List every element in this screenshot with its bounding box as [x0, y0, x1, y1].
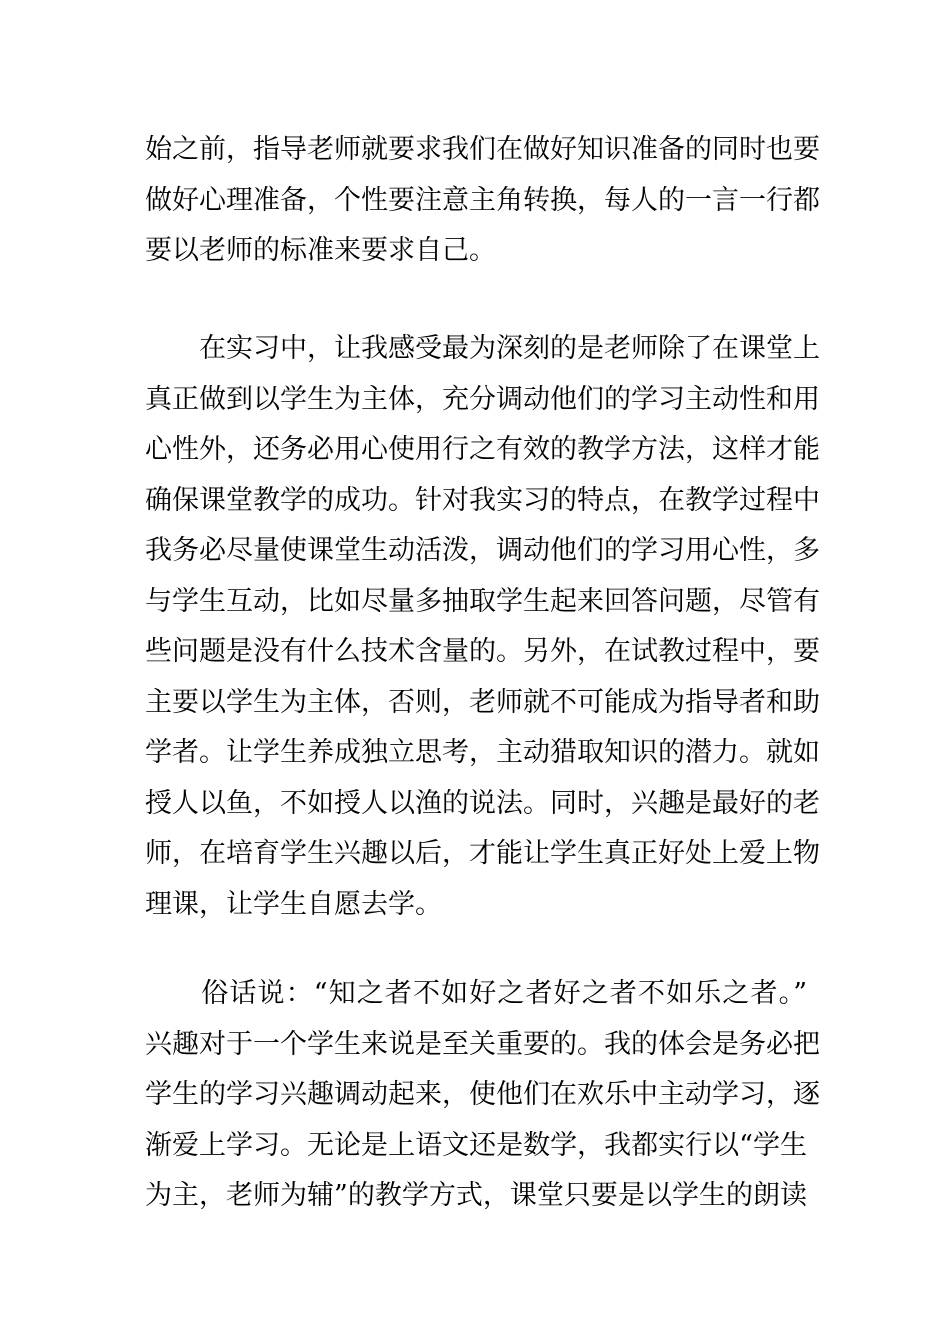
text-line: 心性外，还务必用心使用行之有效的教学方法，这样才能	[145, 434, 820, 465]
text-line: 与学生互动，比如尽量多抽取学生起来回答问题，尽管有	[145, 585, 820, 617]
text-line: 主要以学生为主体，否则，老师就不可能成为指导者和助	[145, 686, 820, 718]
paragraph-3	[145, 969, 820, 1222]
text-line: 渐爱上学习。无论是上语文还是数学，我都实行以“学生	[145, 1129, 807, 1161]
text-line: 真正做到以学生为主体，充分调动他们的学习主动性和用	[145, 383, 820, 415]
text-line: 理课，让学生自愿去学。	[145, 888, 442, 920]
paragraph-2	[145, 324, 820, 930]
text-line: 学生的学习兴趣调动起来，使他们在欢乐中主动学习，逐	[145, 1079, 820, 1110]
text-line: 始之前，指导老师就要求我们在做好知识准备的同时也要	[145, 134, 820, 165]
text-line: 师，在培育学生兴趣以后，才能让学生真正好处上爱上物	[145, 838, 820, 869]
text-line: 要以老师的标准来要求自己。	[145, 235, 496, 266]
text-line: 为主，老师为辅”的教学方式，课堂只要是以学生的朗读	[145, 1180, 807, 1211]
paragraph-1	[145, 125, 820, 277]
text-line: 些问题是没有什么技术含量的。另外，在试教过程中，要	[145, 636, 820, 667]
text-line: 我务必尽量使课堂生动活泼，调动他们的学习用心性，多	[145, 535, 820, 566]
text-line: 授人以鱼，不如授人以渔的说法。同时，兴趣是最好的老	[145, 787, 820, 819]
text-line: 学者。让学生养成独立思考，主动猎取知识的潜力。就如	[145, 737, 820, 768]
text-line: 俗话说：“知之者不如好之者好之者不如乐之者。”	[145, 978, 807, 1009]
text-line: 确保课堂教学的成功。针对我实习的特点，在教学过程中	[145, 484, 820, 516]
text-line: 在实习中，让我感受最为深刻的是老师除了在课堂上	[145, 333, 820, 364]
text-line: 做好心理准备，个性要注意主角转换，每人的一言一行都	[145, 184, 820, 216]
text-line: 兴趣对于一个学生来说是至关重要的。我的体会是务必把	[145, 1028, 820, 1060]
